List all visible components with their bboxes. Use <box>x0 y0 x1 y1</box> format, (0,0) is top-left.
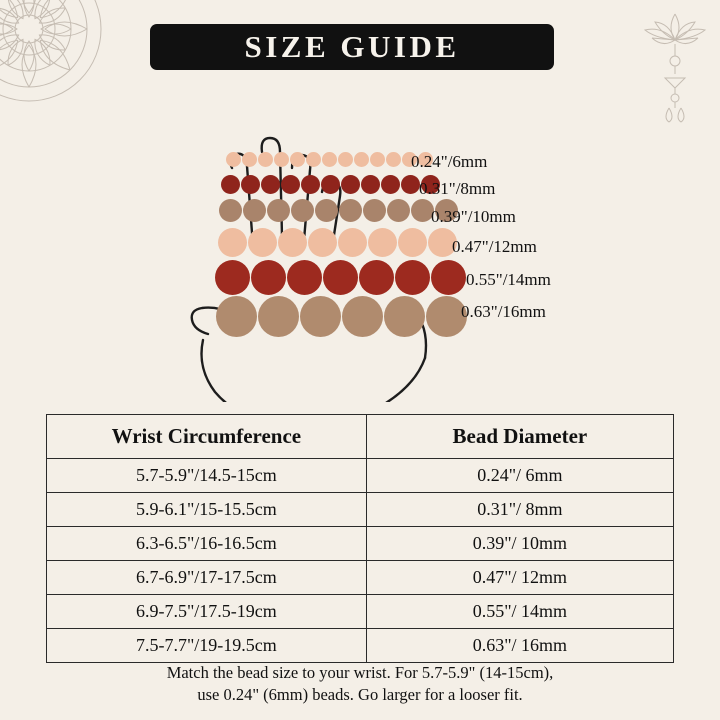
bead <box>354 152 369 167</box>
bead <box>363 199 386 222</box>
bead <box>386 152 401 167</box>
bead-row-10mm <box>219 199 459 222</box>
size-table <box>46 414 674 663</box>
bead <box>226 152 241 167</box>
cell-wrist: 5.7-5.9"/14.5-15cm <box>47 459 367 493</box>
bead <box>216 296 257 337</box>
bead <box>274 152 289 167</box>
table-row <box>47 629 674 663</box>
bead <box>368 228 397 257</box>
bead-row-12mm <box>218 228 458 257</box>
bead-label-14mm: 0.55"/14mm <box>466 270 551 289</box>
cell-wrist: 6.3-6.5"/16-16.5cm <box>47 527 367 561</box>
column-header-wrist: Wrist Circumference <box>47 415 367 459</box>
cell-bead: 0.31"/ 8mm <box>366 493 673 527</box>
bead <box>387 199 410 222</box>
bead <box>323 260 358 295</box>
bead <box>281 175 300 194</box>
table-row <box>47 595 674 629</box>
bead <box>431 260 466 295</box>
bead <box>384 296 425 337</box>
bead-row-16mm <box>216 296 468 337</box>
bead-row-6mm <box>226 152 434 167</box>
bead <box>258 152 273 167</box>
bead <box>287 260 322 295</box>
bead <box>322 152 337 167</box>
bead <box>300 296 341 337</box>
bead <box>315 199 338 222</box>
bead <box>251 260 286 295</box>
bead-label-6mm: 0.24"/6mm <box>411 152 488 171</box>
bead <box>221 175 240 194</box>
bead <box>267 199 290 222</box>
bead <box>218 228 247 257</box>
table-row <box>47 493 674 527</box>
table-row <box>47 459 674 493</box>
bead <box>242 152 257 167</box>
bead <box>301 175 320 194</box>
table-body <box>47 459 674 663</box>
cell-bead: 0.24"/ 6mm <box>366 459 673 493</box>
bead <box>339 199 362 222</box>
cell-wrist: 5.9-6.1"/15-15.5cm <box>47 493 367 527</box>
bead <box>338 152 353 167</box>
cell-bead: 0.39"/ 10mm <box>366 527 673 561</box>
bead <box>338 228 367 257</box>
footer-note-line-2: use 0.24" (6mm) beads. Go larger for a looser fit. <box>197 685 523 705</box>
bead <box>290 152 305 167</box>
bead-row-14mm <box>215 260 467 295</box>
bead <box>321 175 340 194</box>
bracelet-illustration <box>0 72 720 402</box>
bead-label-16mm: 0.63"/16mm <box>461 302 546 321</box>
bead-label-8mm: 0.31"/8mm <box>419 179 496 198</box>
cell-bead: 0.47"/ 12mm <box>366 561 673 595</box>
bead-label-10mm: 0.39"/10mm <box>431 207 516 226</box>
bead <box>395 260 430 295</box>
bead <box>241 175 260 194</box>
bead <box>215 260 250 295</box>
cell-wrist: 6.7-6.9"/17-17.5cm <box>47 561 367 595</box>
bead <box>359 260 394 295</box>
table-row <box>47 561 674 595</box>
bead <box>219 199 242 222</box>
bead <box>278 228 307 257</box>
bead <box>342 296 383 337</box>
bead <box>370 152 385 167</box>
bead <box>398 228 427 257</box>
footer-note <box>0 662 720 707</box>
bead <box>306 152 321 167</box>
bead-row-8mm <box>221 175 441 194</box>
bead-label-12mm: 0.47"/12mm <box>452 237 537 256</box>
cell-wrist: 6.9-7.5"/17.5-19cm <box>47 595 367 629</box>
bead <box>243 199 266 222</box>
bead <box>291 199 314 222</box>
page-title: SIZE GUIDE <box>244 29 460 64</box>
bead <box>401 175 420 194</box>
cell-bead: 0.63"/ 16mm <box>366 629 673 663</box>
table-header-row <box>47 415 674 459</box>
bead <box>248 228 277 257</box>
page-title-bar <box>150 24 554 70</box>
bead <box>341 175 360 194</box>
bead <box>258 296 299 337</box>
bead <box>361 175 380 194</box>
footer-note-line-1: Match the bead size to your wrist. For 5.7-5.9" (14-15cm), <box>166 663 554 682</box>
bead <box>381 175 400 194</box>
column-header-bead: Bead Diameter <box>366 415 673 459</box>
cell-bead: 0.55"/ 14mm <box>366 595 673 629</box>
bead <box>261 175 280 194</box>
table-row <box>47 527 674 561</box>
bead <box>308 228 337 257</box>
cell-wrist: 7.5-7.7"/19-19.5cm <box>47 629 367 663</box>
